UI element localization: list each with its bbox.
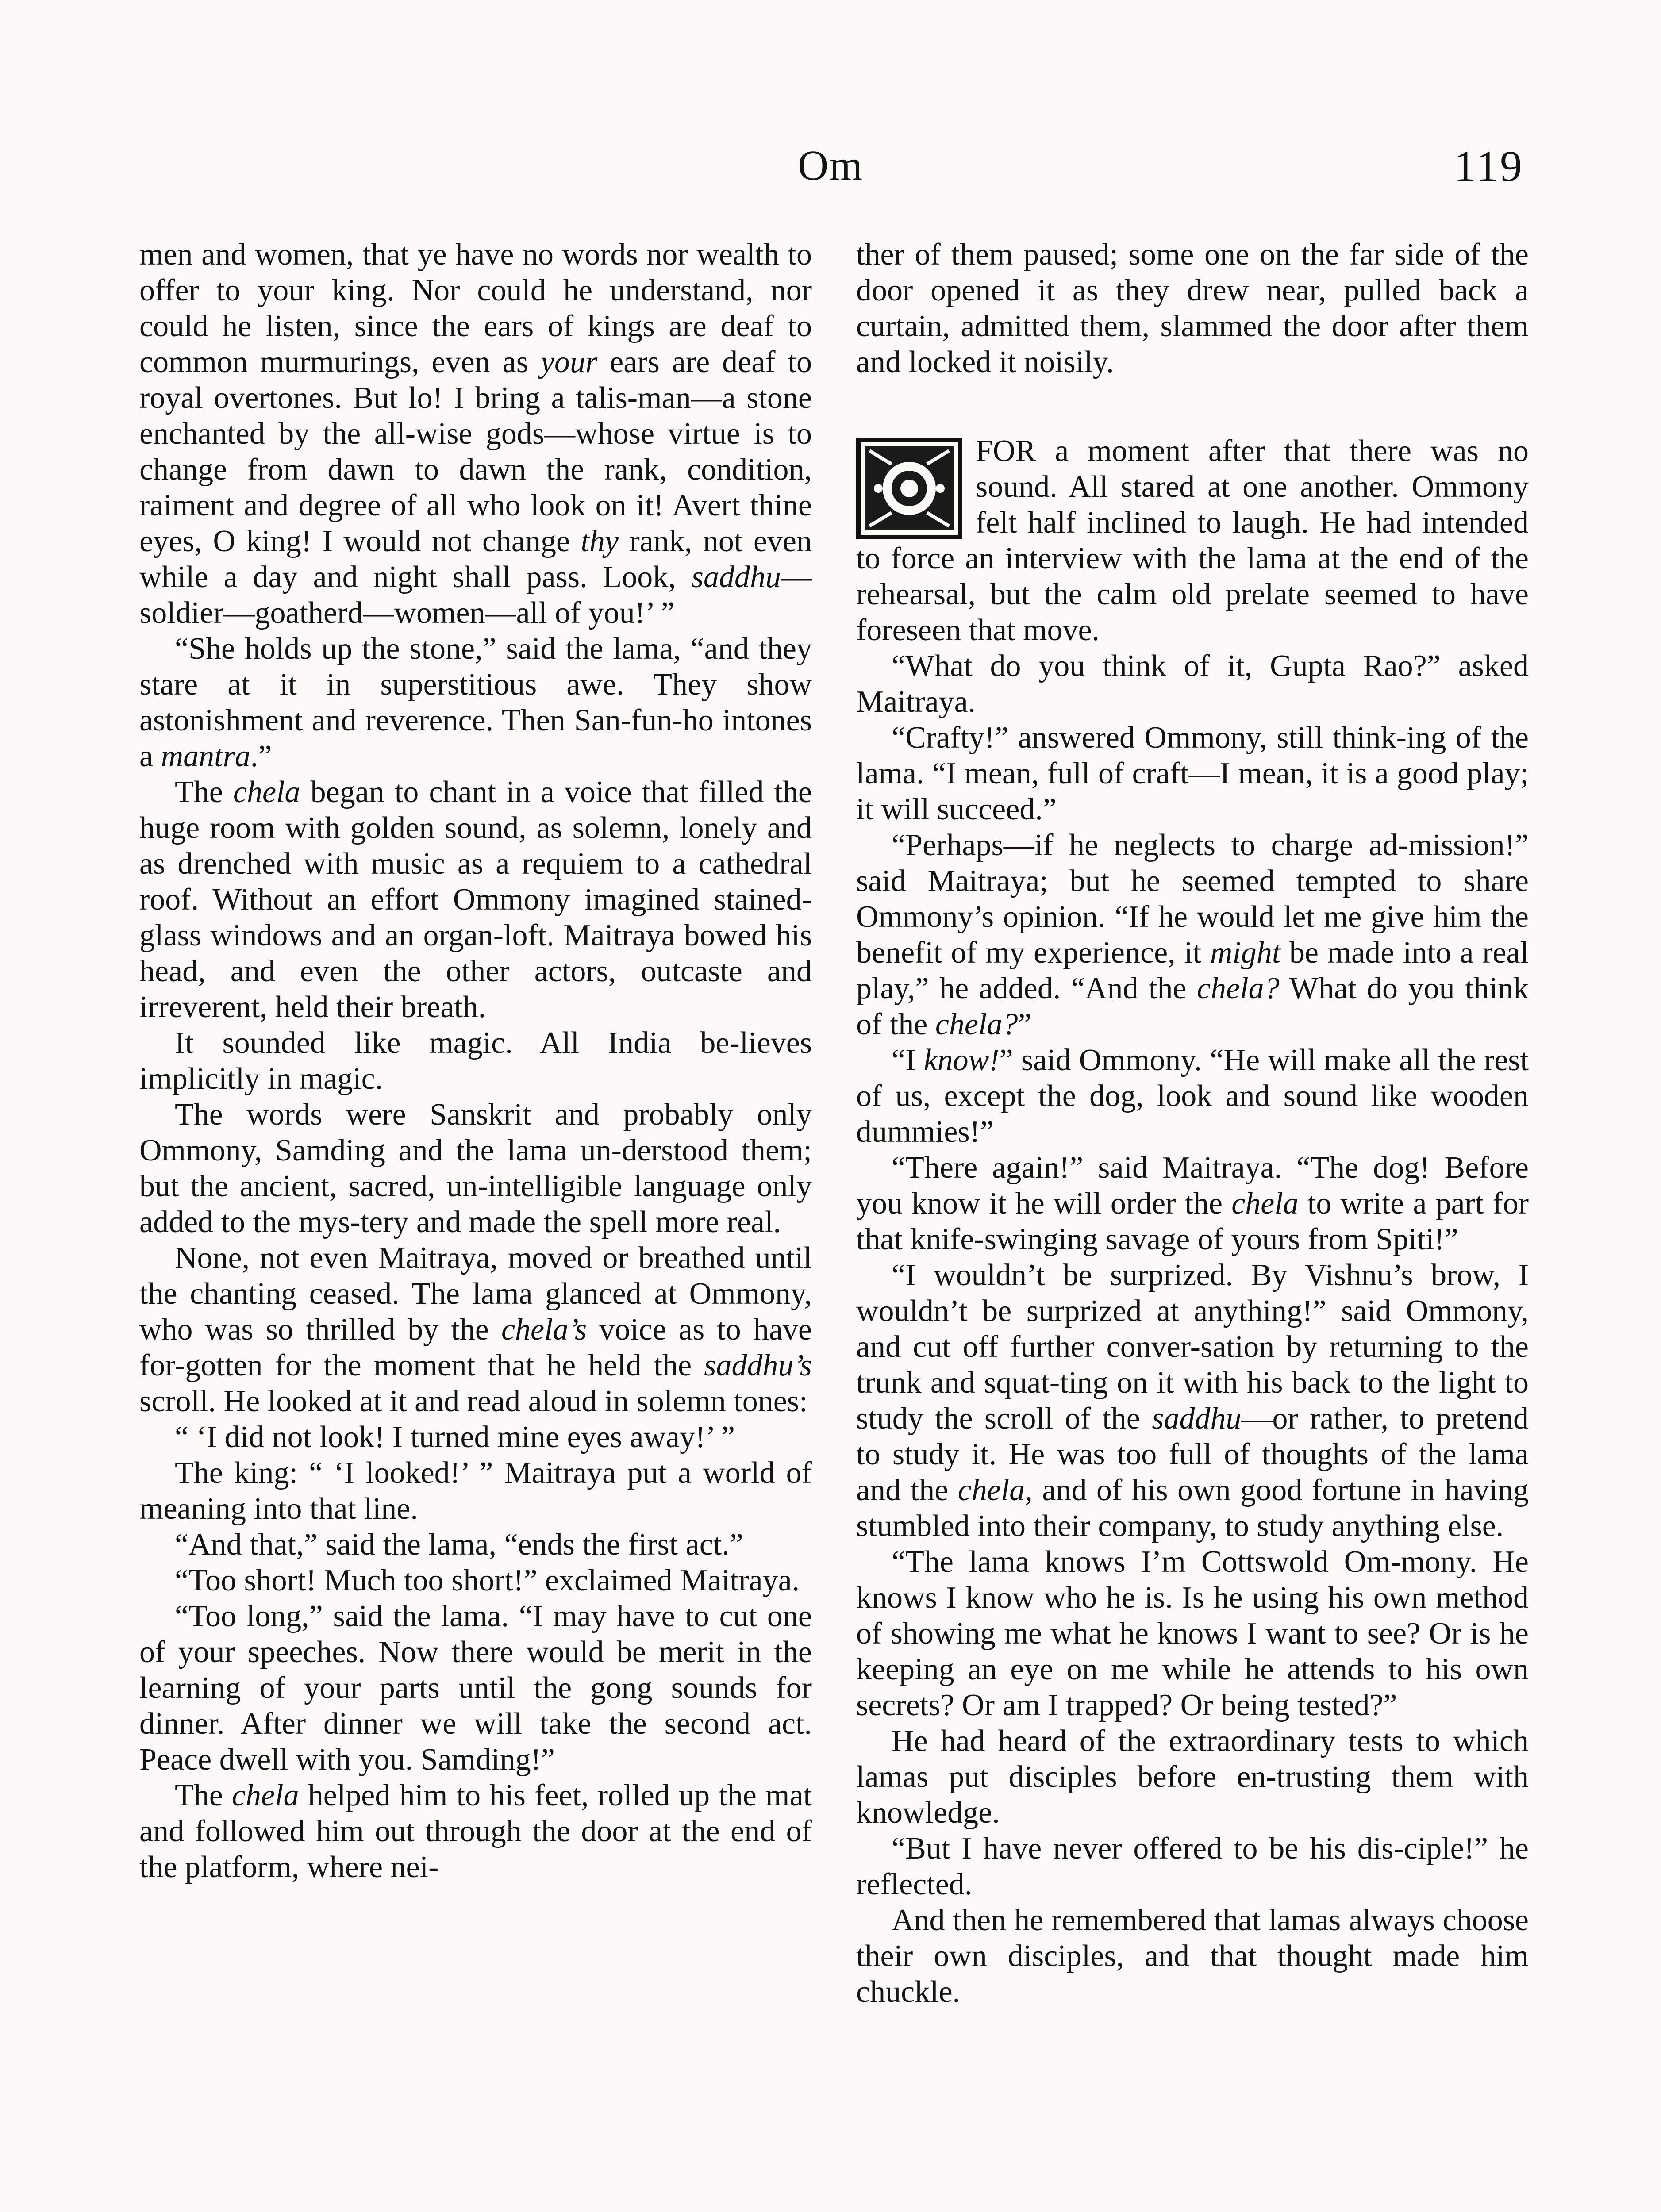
paragraph: “Too long,” said the lama. “I may have to cut one of your speeches. Now there would be merit in the learning of your parts until the gong sounds for dinner. After dinner we will take the second act. Peace dwell with you. Samding!” [139, 1599, 812, 1777]
paragraph: “And that,” said the lama, “ends the first act.” [175, 1528, 743, 1562]
left-column [139, 237, 812, 1885]
paragraph: The chela helped him to his feet, rolled up the mat and followed him out through the door at the end of the platform, where nei- [139, 1778, 812, 1884]
page-number: 119 [1453, 142, 1524, 191]
paragraph: He had heard of the extraordinary tests to which lamas put disciples before en-trusting them with knowledge. [856, 1724, 1529, 1830]
paragraph: ther of them paused; some one on the far side of the door opened it as they drew near, pulled back a curtain, admitted them, slammed the door after them and locked it noisily. [856, 238, 1529, 379]
paragraph: “The lama knows I’m Cottswold Om-mony. He knows I know who he is. Is he using his own method of showing me what he knows I want to see? Or is he keeping an eye on me while he attends to his own secrets? Or am I trapped? Or being tested?” [856, 1545, 1529, 1722]
paragraph: None, not even Maitraya, moved or breathed until the chanting ceased. The lama glanced at Ommony, who was so thrilled by the chela’s voice as to have for-gotten for the moment that he held the saddhu’s scroll. He looked at it and read aloud in solemn tones: [139, 1241, 812, 1418]
running-title: Om [798, 142, 863, 189]
paragraph: “Crafty!” answered Ommony, still think-ing of the lama. “I mean, full of craft—I mean, it is a good play; it will succeed.” [856, 721, 1529, 826]
paragraph: “I wouldn’t be surprized. By Vishnu’s brow, I wouldn’t be surprized at anything!” said Ommony, and cut off further conver-sation by returning to the trunk and squat-ting on it with his back to the light to study the scroll of the saddhu—or rather, to pretend to study it. He was too full of thoughts of the lama and the chela, and of his own good fortune in having stumbled into their company, to study anything else. [856, 1258, 1529, 1543]
paragraph: “I know!” said Ommony. “He will make all the rest of us, except the dog, look and sound like wooden dummies!” [856, 1043, 1529, 1149]
paragraph: “There again!” said Maitraya. “The dog! Before you know it he will order the chela to write a part for that knife-swinging savage of yours from Spiti!” [856, 1151, 1529, 1256]
paragraph: “She holds up the stone,” said the lama, “and they stare at it in superstitious awe. They show astonishment and reverence. Then San-fun-ho intones a mantra.” [139, 632, 812, 773]
paragraph: “But I have never offered to be his dis-ciple!” he reflected. [856, 1832, 1529, 1901]
ornament-icon [856, 438, 962, 539]
right-column [856, 237, 1529, 2010]
paragraph: The king: “ ‘I looked!’ ” Maitraya put a world of meaning into that line. [139, 1456, 812, 1526]
paragraph: The chela began to chant in a voice that filled the huge room with golden sound, as solemn, lonely and as drenched with music as a requiem to a cathedral roof. Without an effort Ommony imagined stained-glass windows and an organ-loft. Maitraya bowed his head, and even the other actors, outcaste and irreverent, held their breath. [139, 775, 812, 1024]
page-header [0, 141, 1661, 194]
paragraph: “Too short! Much too short!” exclaimed Maitraya. [175, 1563, 800, 1598]
paragraph: And then he remembered that lamas always choose their own disciples, and that thought made him chuckle. [856, 1903, 1529, 2009]
paragraph: It sounded like magic. All India be-lieves implicitly in magic. [139, 1026, 812, 1096]
paragraph: The words were Sanskrit and probably only Ommony, Samding and the lama un-derstood them; but the ancient, sacred, un-intelligible language only added to the mys-tery and made the spell more real. [139, 1098, 812, 1239]
section-opening-paragraph: FOR a moment after that there was no sound. All stared at one another. Ommony felt half inclined to laugh. He had intended to force an interview with the lama at the end of the rehearsal, but the calm old prelate seemed to have foreseen that move. [856, 434, 1529, 647]
paragraph: “What do you think of it, Gupta Rao?” asked Maitraya. [856, 649, 1529, 719]
paragraph: “ ‘I did not look! I turned mine eyes away!’ ” [175, 1420, 735, 1454]
paragraph: men and women, that ye have no words nor wealth to offer to your king. Nor could he understand, nor could he listen, since the ears of kings are deaf to common murmurings, even as your ears are deaf to royal overtones. But lo! I bring a talis-man—a stone enchanted by the all-wise gods—whose virtue is to change from dawn to dawn the rank, condition, raiment and degree of all who look on it! Avert thine eyes, O king! I would not change thy rank, not even while a day and night shall pass. Look, saddhu—soldier—goatherd—women—all of you!’ ” [139, 238, 812, 630]
paragraph: “Perhaps—if he neglects to charge ad-mission!” said Maitraya; but he seemed tempted to share Ommony’s opinion. “If he would let me give him the benefit of my experience, it might be made into a real play,” he added. “And the chela? What do you think of the chela?” [856, 828, 1529, 1041]
